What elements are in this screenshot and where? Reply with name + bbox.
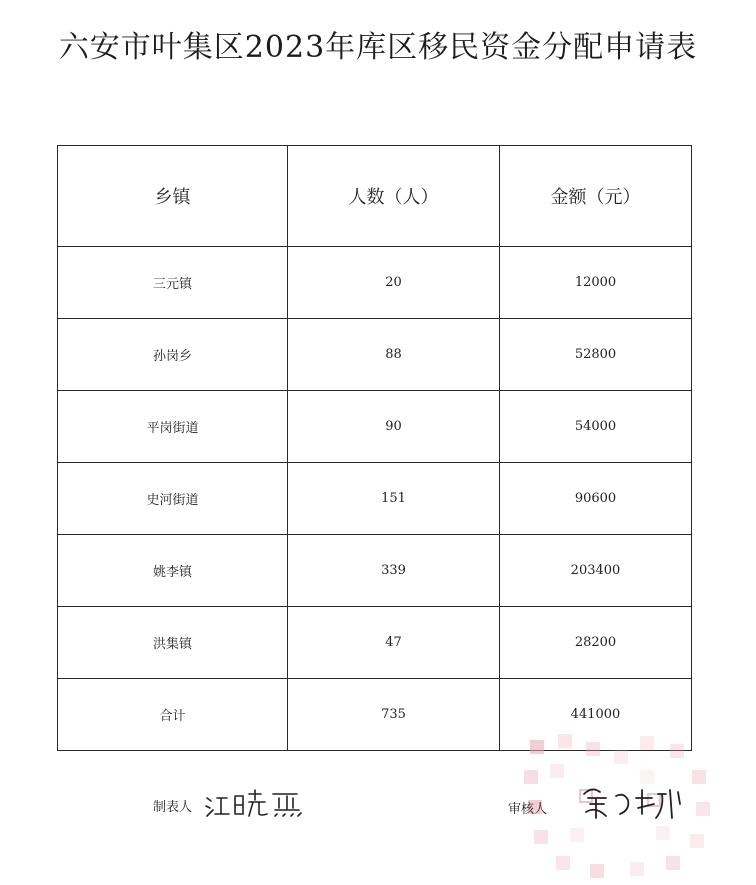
- amount-cell: 52800: [500, 319, 692, 391]
- table-row: [58, 319, 692, 391]
- table-header-row: [58, 146, 692, 247]
- table-row: [58, 607, 692, 679]
- town-cell: 姚李镇: [58, 535, 288, 607]
- people-cell: 339: [288, 535, 500, 607]
- people-cell: 90: [288, 391, 500, 463]
- allocation-table: [57, 145, 692, 751]
- amount-cell: 12000: [500, 247, 692, 319]
- table-row: [58, 247, 692, 319]
- town-cell: 洪集镇: [58, 607, 288, 679]
- amount-cell: 203400: [500, 535, 692, 607]
- header-people: 人数（人）: [288, 146, 500, 247]
- amount-cell: 90600: [500, 463, 692, 535]
- people-cell: 151: [288, 463, 500, 535]
- people-cell: 88: [288, 319, 500, 391]
- reviewer-signature: [580, 784, 690, 824]
- town-cell: 三元镇: [58, 247, 288, 319]
- town-cell: 孙岗乡: [58, 319, 288, 391]
- total-amount-cell: 441000: [500, 679, 692, 751]
- people-cell: 47: [288, 607, 500, 679]
- document-title: 六安市叶集区2023年库区移民资金分配申请表: [58, 30, 698, 65]
- preparer-label: 制表人: [153, 800, 193, 815]
- table-row: [58, 391, 692, 463]
- preparer-signature: [203, 788, 303, 822]
- town-cell: 史河街道: [58, 463, 288, 535]
- amount-cell: 28200: [500, 607, 692, 679]
- town-cell: 平岗街道: [58, 391, 288, 463]
- total-label-cell: 合计: [58, 679, 288, 751]
- table-row: [58, 535, 692, 607]
- people-cell: 20: [288, 247, 500, 319]
- header-amount: 金额（元）: [500, 146, 692, 247]
- amount-cell: 54000: [500, 391, 692, 463]
- header-town: 乡镇: [58, 146, 288, 247]
- reviewer-label: 审核人: [508, 802, 548, 817]
- total-people-cell: 735: [288, 679, 500, 751]
- table-row: [58, 463, 692, 535]
